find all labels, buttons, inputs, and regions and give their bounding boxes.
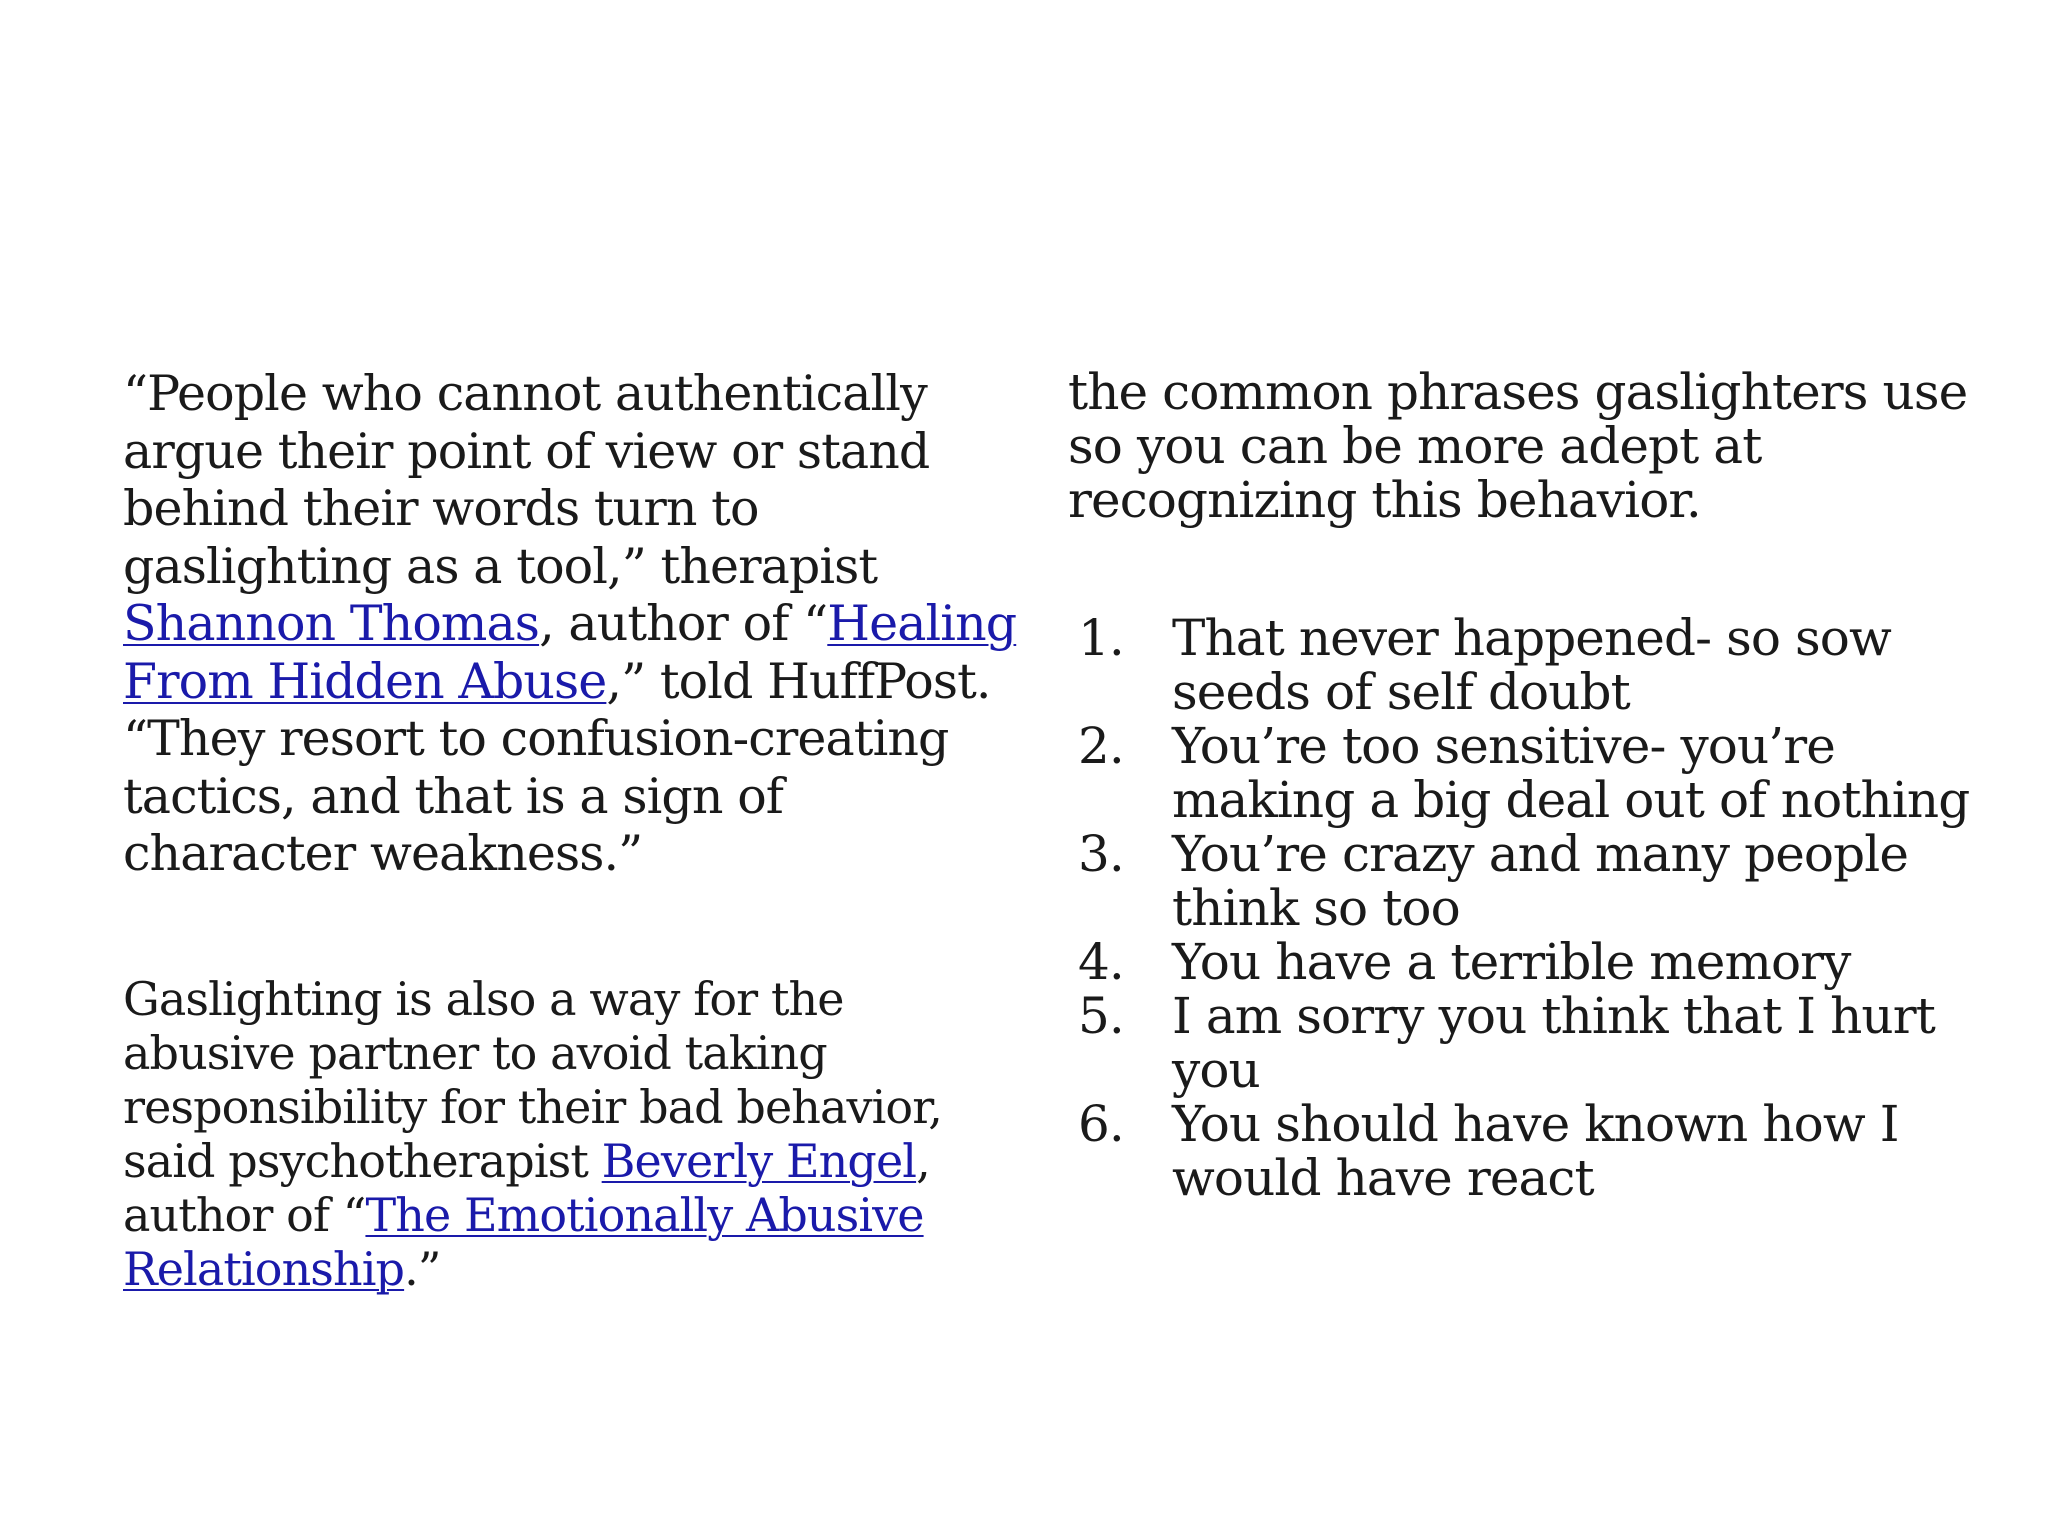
list-number: 5. [1078,987,1124,1045]
list-text: I am sorry you think that I hurt you [1172,987,1935,1099]
list-item [1068,611,2008,719]
list-number: 4. [1078,933,1124,991]
quote-text-1: “People who cannot authentically argue their point of view or stand behind their words turn to gaslighting as a tool,” therapist [123,365,930,595]
list-number: 6. [1078,1095,1124,1153]
left-column [123,365,1023,1296]
phrase-list [1068,611,2008,1205]
list-number: 2. [1078,717,1124,775]
list-text: You have a terrible memory [1172,933,1851,991]
link-shannon-thomas[interactable]: Shannon Thomas [123,595,540,652]
list-item [1068,1097,2008,1205]
link-emotionally-abusive-relationship[interactable]: The Emotionally Abusive Relationship [123,1188,924,1296]
gaslighting-paragraph [123,972,1023,1296]
quote-paragraph [123,365,1023,883]
list-text: You’re crazy and many people think so too [1172,825,1909,937]
quote-text-3: ,” told HuffPost. “They resort to confusion-creating tactics, and that is a sign of character weakness.” [123,652,991,882]
list-text: That never happened- so sow seeds of self doubt [1172,609,1891,721]
list-item [1068,989,2008,1097]
intro-paragraph: the common phrases gaslighters use so you can be more adept at recognizing this behavior. [1068,363,1968,529]
list-text: You should have known how I would have react [1172,1095,1899,1207]
list-item [1068,827,2008,935]
gas-text-2: , author of “ [123,1134,930,1242]
list-item [1068,719,2008,827]
gas-text-3: .” [404,1242,441,1296]
link-beverly-engel[interactable]: Beverly Engel [601,1134,917,1188]
link-healing-from-hidden-abuse[interactable]: Healing From Hidden Abuse [123,595,1017,710]
quote-text-2: , author of “ [539,595,828,652]
gas-text-1: Gaslighting is also a way for the abusive partner to avoid taking responsibility for their bad behavior, said psychotherapist [123,972,942,1188]
right-column [1068,363,2008,1207]
list-number: 3. [1078,825,1124,883]
list-number: 1. [1078,609,1124,667]
list-text: You’re too sensitive- you’re making a big deal out of nothing [1172,717,1970,829]
list-item [1068,935,2008,989]
